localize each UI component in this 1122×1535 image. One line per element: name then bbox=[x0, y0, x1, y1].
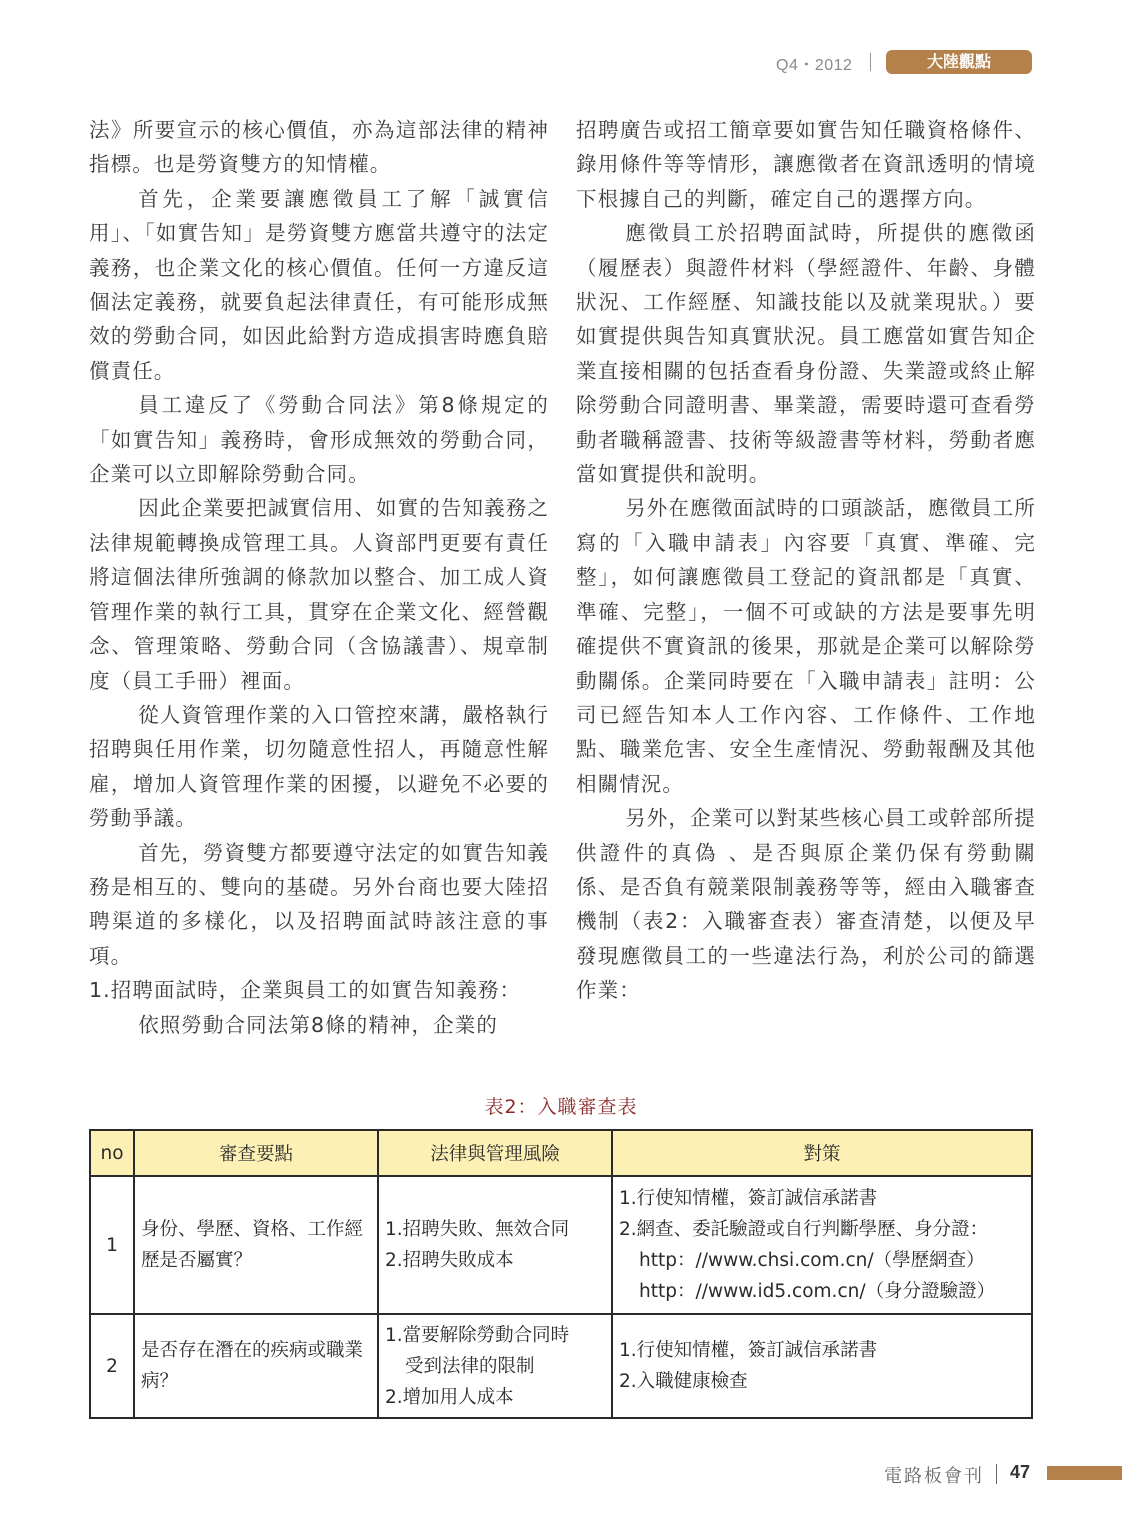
paragraph: 首先，企業要讓應徵員工了解「誠實信用」、「如實告知」是勞資雙方應當共遵守的法定義務，也企業文化的核心價值。任何一方違反這個法定義務，就要負起法律責任，有可能形成無效的勞動合同，如因此給對方造成損害時應負賠償責任。 bbox=[89, 186, 549, 383]
page-footer bbox=[0, 1462, 1122, 1486]
paragraph: 法》所要宣示的核心價值，亦為這部法律的精神指標。也是勞資雙方的知情權。 bbox=[89, 118, 549, 177]
risk-line: 2.增加用人成本 bbox=[385, 1386, 514, 1408]
cell-no: 1 bbox=[90, 1176, 134, 1314]
list-heading: 1.招聘面試時，企業與員工的如實告知義務： bbox=[89, 978, 522, 1003]
risk-line: 2.招聘失敗成本 bbox=[385, 1250, 514, 1271]
header-no: no bbox=[90, 1130, 134, 1176]
paragraph: 員工違反了《勞動合同法》第8條規定的「如實告知」義務時，會形成無效的勞動合同，企業可以立即解除勞動合同。 bbox=[89, 393, 549, 487]
footer-divider bbox=[996, 1464, 997, 1484]
magazine-name: 電路板會刊 bbox=[884, 1466, 984, 1487]
cell-measure bbox=[612, 1176, 1032, 1314]
cell-risk bbox=[378, 1176, 612, 1314]
left-column bbox=[89, 113, 549, 1042]
paragraph: 招聘廣告或招工簡章要如實告知任職資格條件、錄用條件等等情形，讓應徵者在資訊透明的情境下根據自己的判斷，確定自己的選擇方向。 bbox=[576, 118, 1036, 211]
url-chsi: http：//www.chsi.com.cn/（學歷網查） bbox=[639, 1250, 985, 1271]
issue-label: Q4・2012 bbox=[776, 57, 853, 74]
header-review-point: 審查要點 bbox=[134, 1130, 378, 1176]
cell-no: 2 bbox=[90, 1314, 134, 1418]
paragraph: 另外，企業可以對某些核心員工或幹部所提供證件的真偽 、是否與原企業仍保有勞動關係、是否負有競業限制義務等等，經由入職審查機制（表2：入職審查表）審查清楚，以便及早發現應徵員工的一些違法行為，利於公司的篩選作業： bbox=[576, 806, 1036, 1003]
paragraph: 從人資管理作業的入口管控來講，嚴格執行招聘與任用作業，切勿隨意性招人，再隨意性解雇，增加人資管理作業的困擾，以避免不必要的勞動爭議。 bbox=[89, 702, 549, 831]
section-tag: 大陸觀點 bbox=[886, 50, 1032, 74]
header-measure: 對策 bbox=[612, 1130, 1032, 1176]
paragraph: 應徵員工於招聘面試時，所提供的應徵函（履歷表）與證件材料（學經證件、年齡、身體狀況、工作經歷、知識技能以及就業現狀。）要如實提供與告知真實狀況。員工應當如實告知企業直接相關的包括查看身份證、失業證或終止解除勞動合同證明書、畢業證，需要時還可查看勞動者職稱證書、技術等級證書等材料，勞動者應當如實提供和說明。 bbox=[576, 221, 1036, 487]
measure-line: 1.行使知情權，簽訂誠信承諾書 bbox=[619, 1340, 878, 1361]
paragraph: 因此企業要把誠實信用、如實的告知義務之法律規範轉換成管理工具。人資部門更要有責任將這個法律所強調的條款加以整合、加工成人資管理作業的執行工具，貫穿在企業文化、經營觀念、管理策略、勞動合同（含協議書）、規章制度（員工手冊）裡面。 bbox=[89, 496, 549, 693]
measure-line: 2.網查、委託驗證或自行判斷學歷、身分證： bbox=[619, 1219, 989, 1240]
table-caption: 表2：入職審查表 bbox=[484, 1096, 638, 1118]
page-header bbox=[0, 50, 1122, 76]
url-id5: http：//www.id5.com.cn/（身分證驗證） bbox=[639, 1281, 996, 1302]
cell-review-point: 身份、學歷、資格、工作經歷是否屬實？ bbox=[134, 1176, 378, 1314]
measure-line: 1.行使知情權，簽訂誠信承諾書 bbox=[619, 1188, 878, 1209]
page-number: 47 bbox=[1010, 1462, 1031, 1482]
table-row bbox=[90, 1314, 1032, 1418]
right-column bbox=[576, 113, 1036, 1008]
measure-line: 2.入職健康檢查 bbox=[619, 1371, 748, 1392]
review-table bbox=[89, 1129, 1033, 1419]
cell-risk bbox=[378, 1314, 612, 1418]
table-header-row bbox=[90, 1130, 1032, 1176]
paragraph: 依照勞動合同法第8條的精神，企業的 bbox=[138, 1012, 498, 1037]
cell-review-point: 是否存在潛在的疾病或職業病？ bbox=[134, 1314, 378, 1418]
header-risk: 法律與管理風險 bbox=[378, 1130, 612, 1176]
header-divider bbox=[870, 53, 871, 71]
risk-line: 受到法律的限制 bbox=[405, 1355, 535, 1377]
risk-line: 1.招聘失敗、無效合同 bbox=[385, 1219, 570, 1240]
risk-line: 1.當要解除勞動合同時 bbox=[385, 1324, 570, 1346]
cell-measure bbox=[612, 1314, 1032, 1418]
footer-accent-bar bbox=[1047, 1466, 1122, 1480]
table-row bbox=[90, 1176, 1032, 1314]
paragraph: 首先，勞資雙方都要遵守法定的如實告知義務是相互的、雙向的基礎。另外台商也要大陸招聘渠道的多樣化，以及招聘面試時該注意的事項。 bbox=[89, 840, 549, 968]
paragraph: 另外在應徵面試時的口頭談話，應徵員工所寫的「入職申請表」內容要「真實、準確、完整」，如何讓應徵員工登記的資訊都是「真實、準確、完整」，一個不可或缺的方法是要事先明確提供不實資訊的後果，那就是企業可以解除勞動關係。企業同時要在「入職申請表」註明：公司已經告知本人工作內容、工作條件、工作地點、職業危害、安全生產情況、勞動報酬及其他相關情況。 bbox=[576, 496, 1036, 796]
